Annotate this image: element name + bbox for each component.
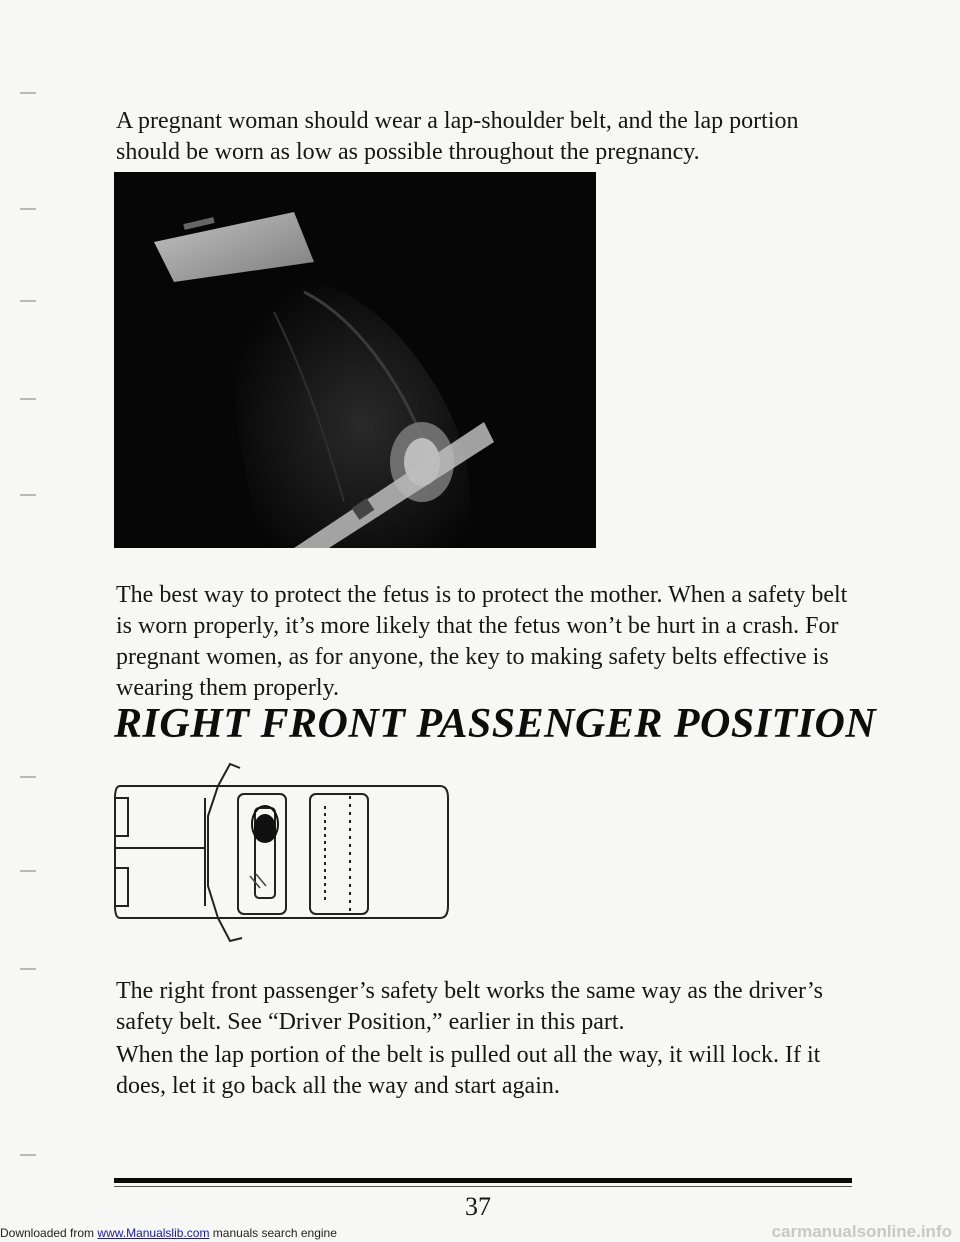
watermark: carmanualsonline.info — [771, 1222, 952, 1241]
download-credit — [0, 1226, 337, 1240]
page-number: 37 — [465, 1192, 491, 1221]
footer-rule-thin — [114, 1186, 852, 1187]
margin-mark — [20, 776, 36, 778]
paragraph-lap-lock: When the lap portion of the belt is pulled out all the way, it will lock. If it does, let it go back all the way and start again. — [116, 1042, 821, 1099]
margin-mark — [20, 1154, 36, 1156]
paragraph-pregnant-belt: A pregnant woman should wear a lap-shoulder belt, and the lap portion should be worn as low as possible throughout the pregnancy. — [116, 108, 799, 165]
margin-mark — [20, 208, 36, 210]
margin-mark — [20, 494, 36, 496]
section-heading: RIGHT FRONT PASSENGER POSITION — [114, 701, 877, 747]
footer-rule — [114, 1178, 852, 1183]
paragraph-passenger-belt: The right front passenger’s safety belt works the same way as the driver’s safety belt. See “Driver Position,” earlier in this part. — [116, 978, 823, 1035]
pregnant-woman-seatbelt-photo — [114, 172, 596, 548]
paragraph-protect-mother: The best way to protect the fetus is to protect the mother. When a safety belt is worn properly, it’s more likely that the fetus won’t be hurt in a crash. For pregnant women, as for anyone, the key to making safety belts effective is wearing them properly. — [116, 582, 848, 701]
manualslib-link[interactable]: www.Manualslib.com — [97, 1226, 210, 1240]
margin-mark — [20, 92, 36, 94]
car-top-view-seat-diagram — [110, 756, 455, 951]
download-credit-prefix: Downloaded from — [0, 1226, 95, 1240]
margin-mark — [20, 870, 36, 872]
margin-mark — [20, 398, 36, 400]
download-credit-suffix: manuals search engine — [212, 1226, 337, 1240]
margin-mark — [20, 300, 36, 302]
margin-mark — [20, 968, 36, 970]
